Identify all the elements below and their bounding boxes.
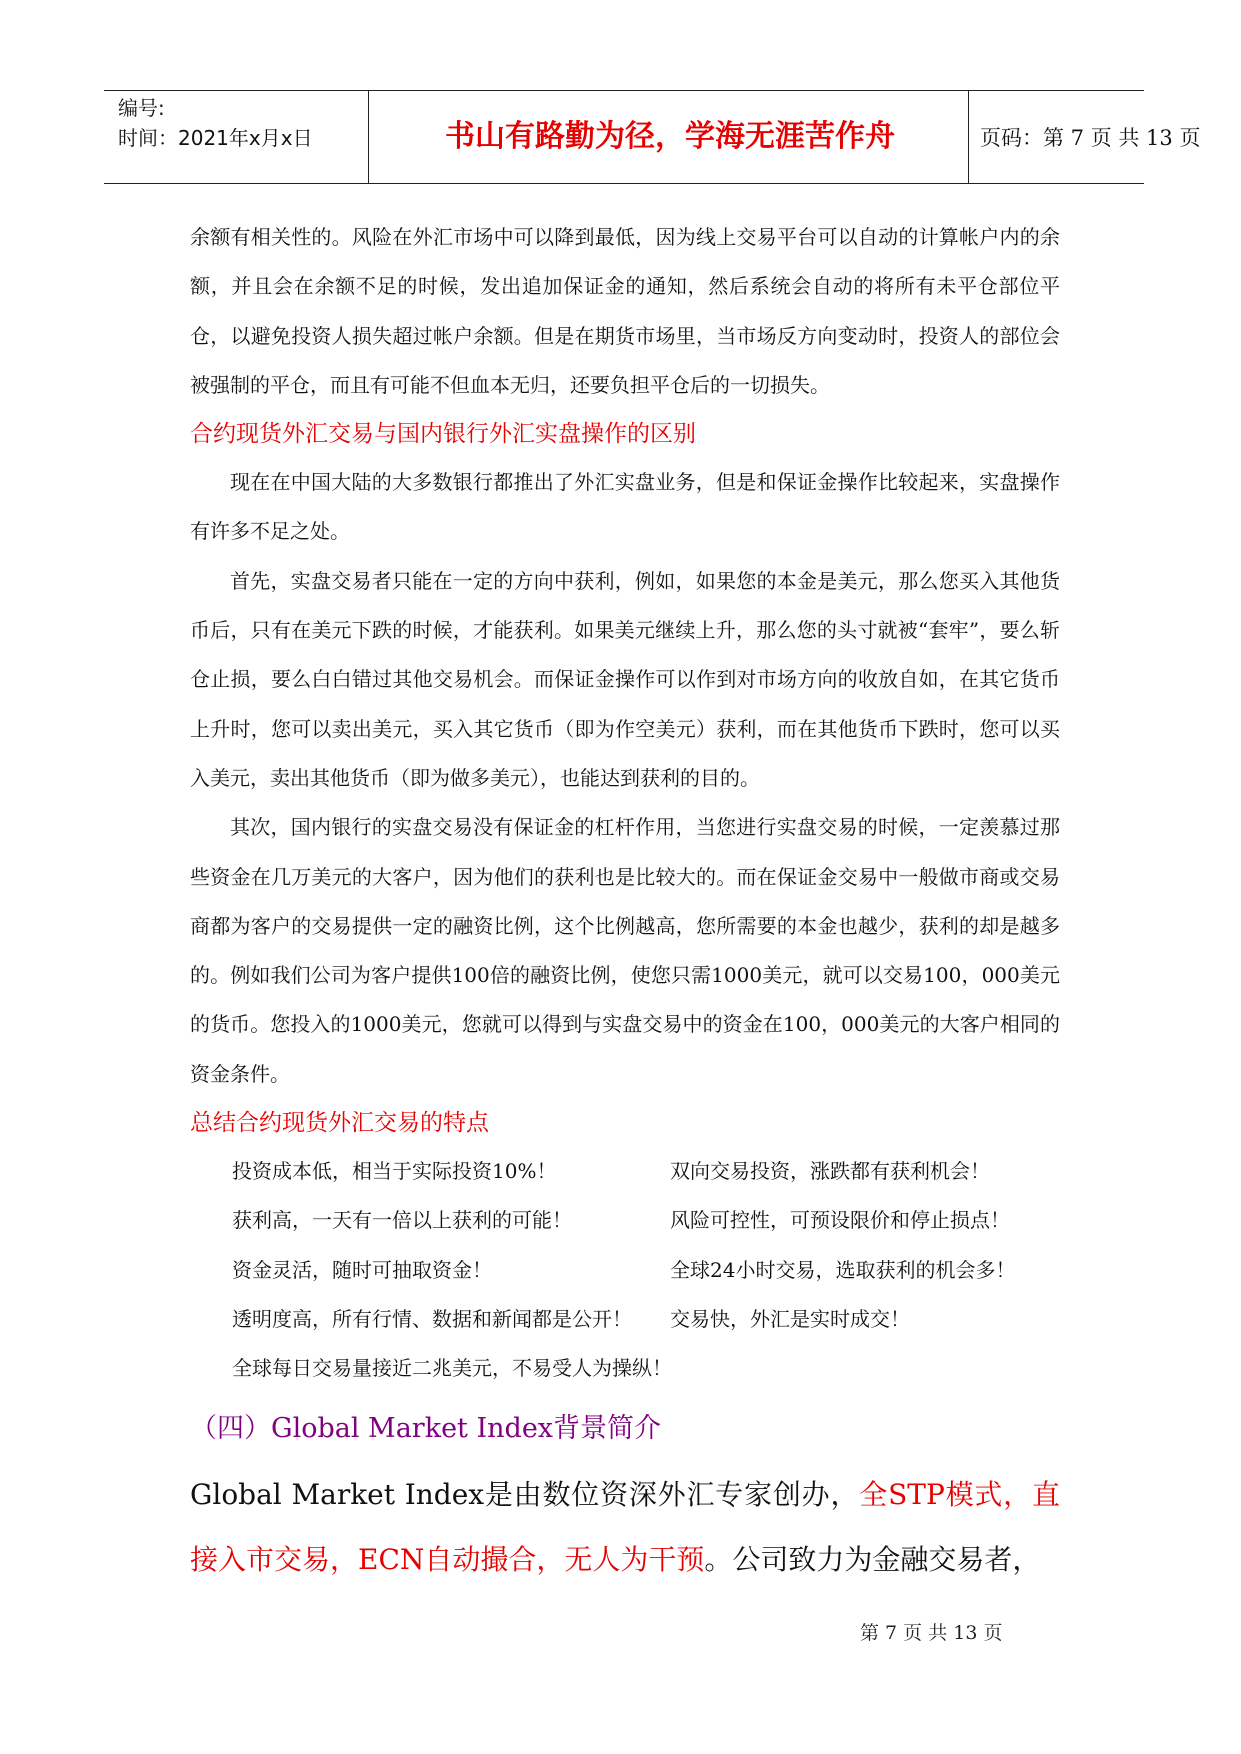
feature-item: 全球24小时交易，选取获利的机会多！ <box>670 1257 1016 1282</box>
paragraph-risk: 余额有相关性的。风险在外汇市场中可以降到最低，因为线上交易平台可以自动的计算帐户内的余额，并且会在余额不足的时候，发出追加保证金的通知，然后系统会自动的将所有未平仓部位平仓，以避免投资人损失超过帐户余额。但是在期货市场里，当市场反方向变动时，投资人的部位会被强制的平仓，而且有可能不但血本无归，还要负担平仓后的一切损失。 <box>190 225 1060 397</box>
paragraph-first: 首先，实盘交易者只能在一定的方向中获利，例如，如果您的本金是美元，那么您买入其他货币后，只有在美元下跌的时候，才能获利。如果美元继续上升，那么您的头寸就被“套牢”，要么斩仓止损，要么白白错过其他交易机会。而保证金操作可以作到对市场方向的收放自如，在其它货币上升时，您可以卖出美元，买入其它货币（即为作空美元）获利，而在其他货币下跌时，您可以买入美元，卖出其他货币（即为做多美元），也能达到获利的目的。 <box>190 568 1060 790</box>
feature-row <box>190 1295 1060 1344</box>
header-motto: 书山有路勤为径，学海无涯苦作舟 <box>445 119 895 154</box>
section-heading-background: （四）Global Market Index背景简介 <box>190 1412 662 1444</box>
document-time-label: 时间：2021年x月x日 <box>118 126 313 150</box>
feature-item: 风险可控性，可预设限价和停止损点！ <box>670 1208 1010 1233</box>
feature-row <box>190 1147 1060 1196</box>
feature-item: 获利高，一天有一倍以上获利的可能！ <box>232 1208 572 1233</box>
document-body <box>190 213 1060 1592</box>
page-header <box>104 90 1201 184</box>
paragraph-company <box>190 1462 1060 1592</box>
feature-item: 投资成本低，相当于实际投资10%！ <box>232 1159 557 1184</box>
paragraph-second: 其次，国内银行的实盘交易没有保证金的杠杆作用，当您进行实盘交易的时候，一定羡慕过那些资金在几万美元的大客户，因为他们的获利也是比较大的。而在保证金交易中一般做市商或交易商都为客户的交易提供一定的融资比例，这个比例越高，您所需要的本金也越少，获利的却是越多的。例如我们公司为客户提供100倍的融资比例，使您只需1000美元，就可以交易100，000美元的货币。您投入的1000美元，您就可以得到与实盘交易中的资金在100，000美元的大客户相同的资金条件。 <box>190 815 1060 1086</box>
company-text-start: Global Market Index是由数位资深外汇专家创办， <box>190 1477 860 1511</box>
features-list <box>190 1147 1060 1393</box>
company-text-end: 。公司致力为金融交易者， <box>704 1542 1041 1576</box>
header-divider-left <box>368 91 369 183</box>
header-info <box>118 93 368 153</box>
company-highlight: 全STP模式，直接入市交易，ECN自动撮合，无人为干预 <box>190 1477 1060 1576</box>
document-number-label: 编号: <box>118 96 165 120</box>
section-heading-features: 总结合约现货外汇交易的特点 <box>190 1110 489 1137</box>
header-divider-right <box>968 91 969 183</box>
feature-item: 资金灵活，随时可抽取资金！ <box>232 1257 492 1282</box>
feature-row <box>190 1344 1060 1393</box>
header-page-number: 页码：第 7 页 共 13 页 <box>980 126 1201 150</box>
section-heading-comparison: 合约现货外汇交易与国内银行外汇实盘操作的区别 <box>190 421 696 448</box>
paragraph-intro: 现在在中国大陆的大多数银行都推出了外汇实盘业务，但是和保证金操作比较起来，实盘操作有许多不足之处。 <box>190 470 1060 544</box>
feature-item: 透明度高，所有行情、数据和新闻都是公开！ <box>232 1306 632 1331</box>
feature-row <box>190 1196 1060 1245</box>
feature-item: 全球每日交易量接近二兆美元，不易受人为操纵！ <box>232 1356 672 1381</box>
page-footer: 第 7 页 共 13 页 <box>860 1622 1003 1644</box>
feature-row <box>190 1246 1060 1295</box>
feature-item: 双向交易投资，涨跌都有获利机会！ <box>670 1159 990 1184</box>
feature-item: 交易快，外汇是实时成交！ <box>670 1306 910 1331</box>
